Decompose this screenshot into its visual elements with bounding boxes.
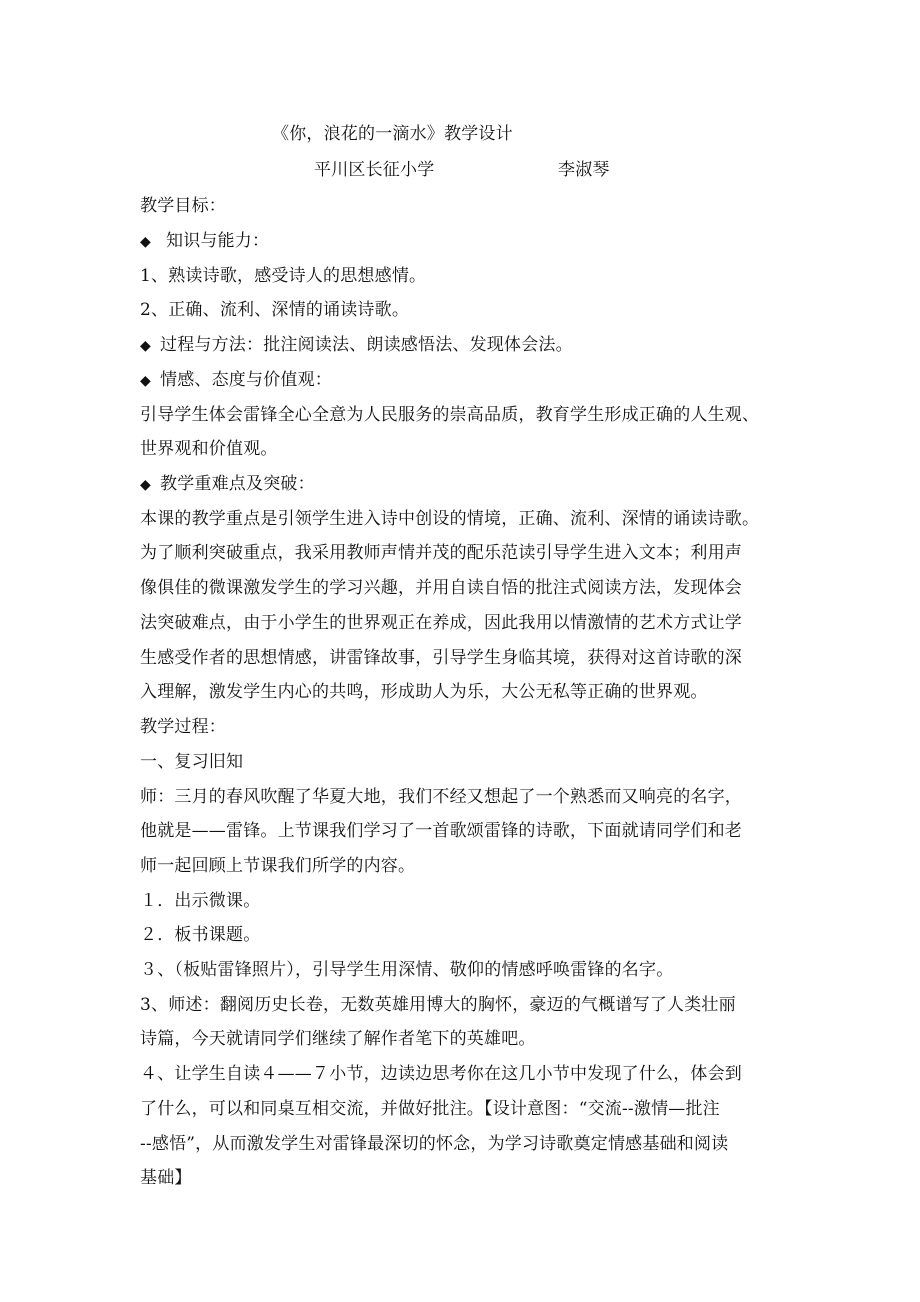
paragraph-line: --感悟”，从而激发学生对雷锋最深切的怀念，为学习诗歌奠定情感基础和阅读 (140, 1134, 729, 1154)
paragraph-line: 生感受作者的思想情感，讲雷锋故事，引导学生身临其境，获得对这首诗歌的深 (140, 648, 742, 668)
paragraph-line: 为了顺利突破重点，我采用教师声情并茂的配乐范读引导学生进入文本；利用声 (140, 543, 742, 563)
step-item-1: １．出示微课。 (140, 891, 261, 911)
step-item-2: ２．板书课题。 (140, 925, 261, 945)
step-item-3: ３、（板贴雷锋照片），引导学生用深情、敬仰的情感呼唤雷锋的名字。 (140, 960, 674, 980)
paragraph-line: 法突破难点，由于小学生的世界观正在养成，因此我用以情激情的艺术方式让学 (140, 613, 742, 633)
diamond-bullet-icon: ◆ (140, 477, 151, 493)
paragraph-line: 3、师述：翻阅历史长卷，无数英雄用博大的胸怀，豪迈的气概谱写了人类壮丽 (140, 995, 736, 1015)
knowledge-heading-line (140, 229, 269, 254)
paragraph-line: 本课的教学重点是引领学生进入诗中创设的情境，正确、流利、深情的诵读诗歌。 (140, 509, 760, 529)
goal-item-2: 2、正确、流利、深情的诵读诗歌。 (140, 300, 410, 320)
paragraph-line: 了什么，可以和同桌互相交流，并做好批注。【设计意图：“交流--激情—批注 (140, 1099, 720, 1119)
process-method-text: 过程与方法：批注阅读法、朗读感悟法、发现体会法。 (160, 335, 573, 355)
key-points-heading: 教学重难点及突破： (160, 474, 315, 494)
author-name: 李淑琴 (558, 160, 610, 180)
emotion-heading: 情感、态度与价值观： (160, 370, 332, 390)
key-points-heading-line (140, 472, 315, 497)
paragraph-line: 诗篇，今天就请同学们继续了解作者笔下的英雄吧。 (140, 1029, 536, 1049)
process-method-line (140, 333, 573, 358)
diamond-bullet-icon: ◆ (140, 373, 151, 389)
paragraph-line: 师：三月的春风吹醒了华夏大地，我们不经又想起了一个熟悉而又响亮的名字， (140, 787, 742, 807)
review-heading: 一、复习旧知 (140, 752, 244, 772)
school-name: 平川区长征小学 (314, 160, 435, 180)
emotion-heading-line (140, 368, 332, 393)
diamond-bullet-icon: ◆ (140, 234, 151, 250)
paragraph-line: 世界观和价值观。 (140, 439, 278, 459)
process-heading: 教学过程： (140, 717, 226, 737)
paragraph-line: 师一起回顾上节课我们所学的内容。 (140, 856, 416, 876)
goal-item-1: 1、熟读诗歌，感受诗人的思想感情。 (140, 266, 427, 286)
paragraph-line: 他就是——雷锋。上节课我们学习了一首歌颂雷锋的诗歌，下面就请同学们和老 (140, 821, 742, 841)
document-title: 《你，浪花的一滴水》教学设计 (272, 124, 513, 144)
paragraph-line: ４、让学生自读４——７小节，边读边思考你在这几小节中发现了什么，体会到 (140, 1064, 742, 1084)
paragraph-line: 像俱佳的微课激发学生的学习兴趣，并用自读自悟的批注式阅读方法，发现体会 (140, 578, 742, 598)
diamond-bullet-icon: ◆ (140, 338, 151, 354)
knowledge-heading: 知识与能力： (166, 231, 270, 251)
paragraph-line: 引导学生体会雷锋全心全意为人民服务的崇高品质，教育学生形成正确的人生观、 (140, 405, 760, 425)
goals-heading: 教学目标： (140, 196, 226, 216)
paragraph-line: 基础】 (140, 1168, 192, 1188)
paragraph-line: 入理解，激发学生内心的共鸣，形成助人为乐，大公无私等正确的世界观。 (140, 682, 708, 702)
